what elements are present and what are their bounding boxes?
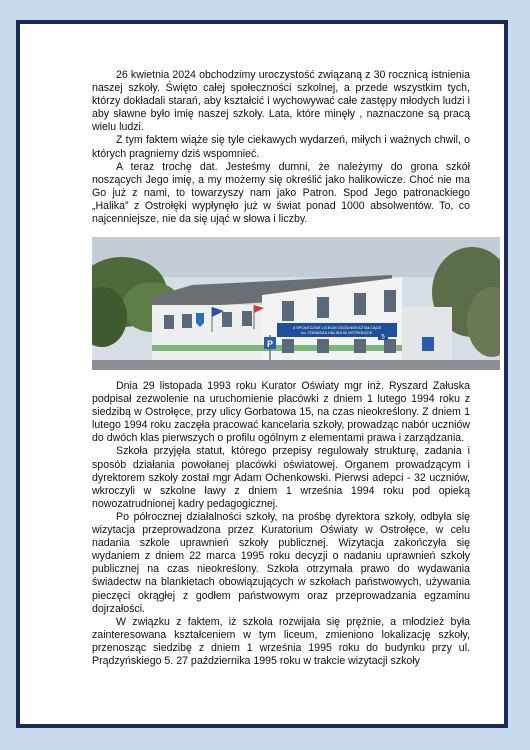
- text-block-bottom: [92, 380, 470, 668]
- paragraph: 26 kwietnia 2024 obchodzimy uroczystość związaną z 30 rocznicą istnienia naszej szkoły. Święto całej społeczności szkolnej, a przede wszystkim tych, którzy dokładali starań, aby kształcić i wychowywać całe zastępy młodych ludzi i aby sławne było imię naszej szkoły. Lata, które minęły , naznaczone są pracą wielu ludzi.: [92, 69, 470, 134]
- school-sign-line1: II SPOŁECZNE LICEUM OGÓLNOKSZTAŁCĄCE: [292, 325, 382, 330]
- school-sign-line2: im. TOMASZA HALIKA W OSTROŁĘCE: [301, 330, 373, 335]
- paragraph: W związku z faktem, iż szkoła rozwijała się prężnie, a młodzież była zainteresowana kształceniem w tym liceum, zmieniono lokalizację szkoły, przenosząc siedzibę z dniem 1 września 1995 roku do budynku przy ul. Prądzyńskiego 5. 27 października 1995 roku w trakcie wizytacji szkoły: [92, 615, 470, 667]
- paragraph: Z tym faktem wiąże się tyle ciekawych wydarzeń, miłych i ważnych chwil, o których pragniemy dziś wspomnieć.: [92, 134, 470, 160]
- paragraph: Po półrocznej działalności szkoły, na prośbę dyrektora szkoły, odbyła się wizytacja przeprowadzona przez Kuratorium Oświaty w Ostrołęce, w celu nadania szkole uprawnień szkoły publicznej. Wizytacja zakończyła się wydaniem z dniem 22 marca 1995 roku decyzji o nadaniu uprawnień szkoły publicznej na czas nieokreślony. Szkoła otrzymała prawo do wydawania świadectw na blankietach obowiązujących w szkołach państwowych, używania pieczęci okrągłej z godłem państwowym oraz przeprowadzania egzaminu dojrzałości.: [92, 510, 470, 615]
- paragraph: Szkoła przyjęła statut, którego przepisy regulowały strukturę, zadania i sposób działania powołanej placówki oświatowej. Organem prowadzącym i dyrektorem szkoły został mgr Adam Ochenkowski. Pierwsi adepci - 32 uczniów, wkroczyli w szkolne ławy z dniem 1 września 1994 roku pod opieką nowozatrudnionej kadry pedagogicznej.: [92, 445, 470, 510]
- school-building-photo: [92, 237, 500, 370]
- parking-sign: P: [266, 339, 274, 349]
- house-number: 5: [381, 334, 385, 341]
- paragraph: A teraz trochę dat. Jesteśmy dumni, że należymy do grona szkół noszących Jego imię, a my możemy się określić jako halikowicze. Choć nie ma Go już z nami, to towarzyszy nam jako Patron. Spod Jego patronackiego „Halika” z Ostrołęki wypłynęło już w świat ponad 1000 absolwentów. To, co najcenniejsze, nie da się ująć w słowa i liczby.: [92, 160, 470, 226]
- paragraph: Dnia 29 listopada 1993 roku Kurator Oświaty mgr inż. Ryszard Załuska podpisał zezwolenie na uruchomienie placówki z dniem 1 lutego 1994 roku z siedzibą w Ostrołęce, przy ulicy Gorbatowa 15, na czas nieokreślony. Z dniem 1 lutego 1994 roku zaczęła pracować kancelaria szkoły, prowadząc nabór uczniów do dwóch klas pierwszych o profilu ogólnym z elementami prawa i zarządzania.: [92, 380, 470, 445]
- text-block-top: [92, 69, 470, 226]
